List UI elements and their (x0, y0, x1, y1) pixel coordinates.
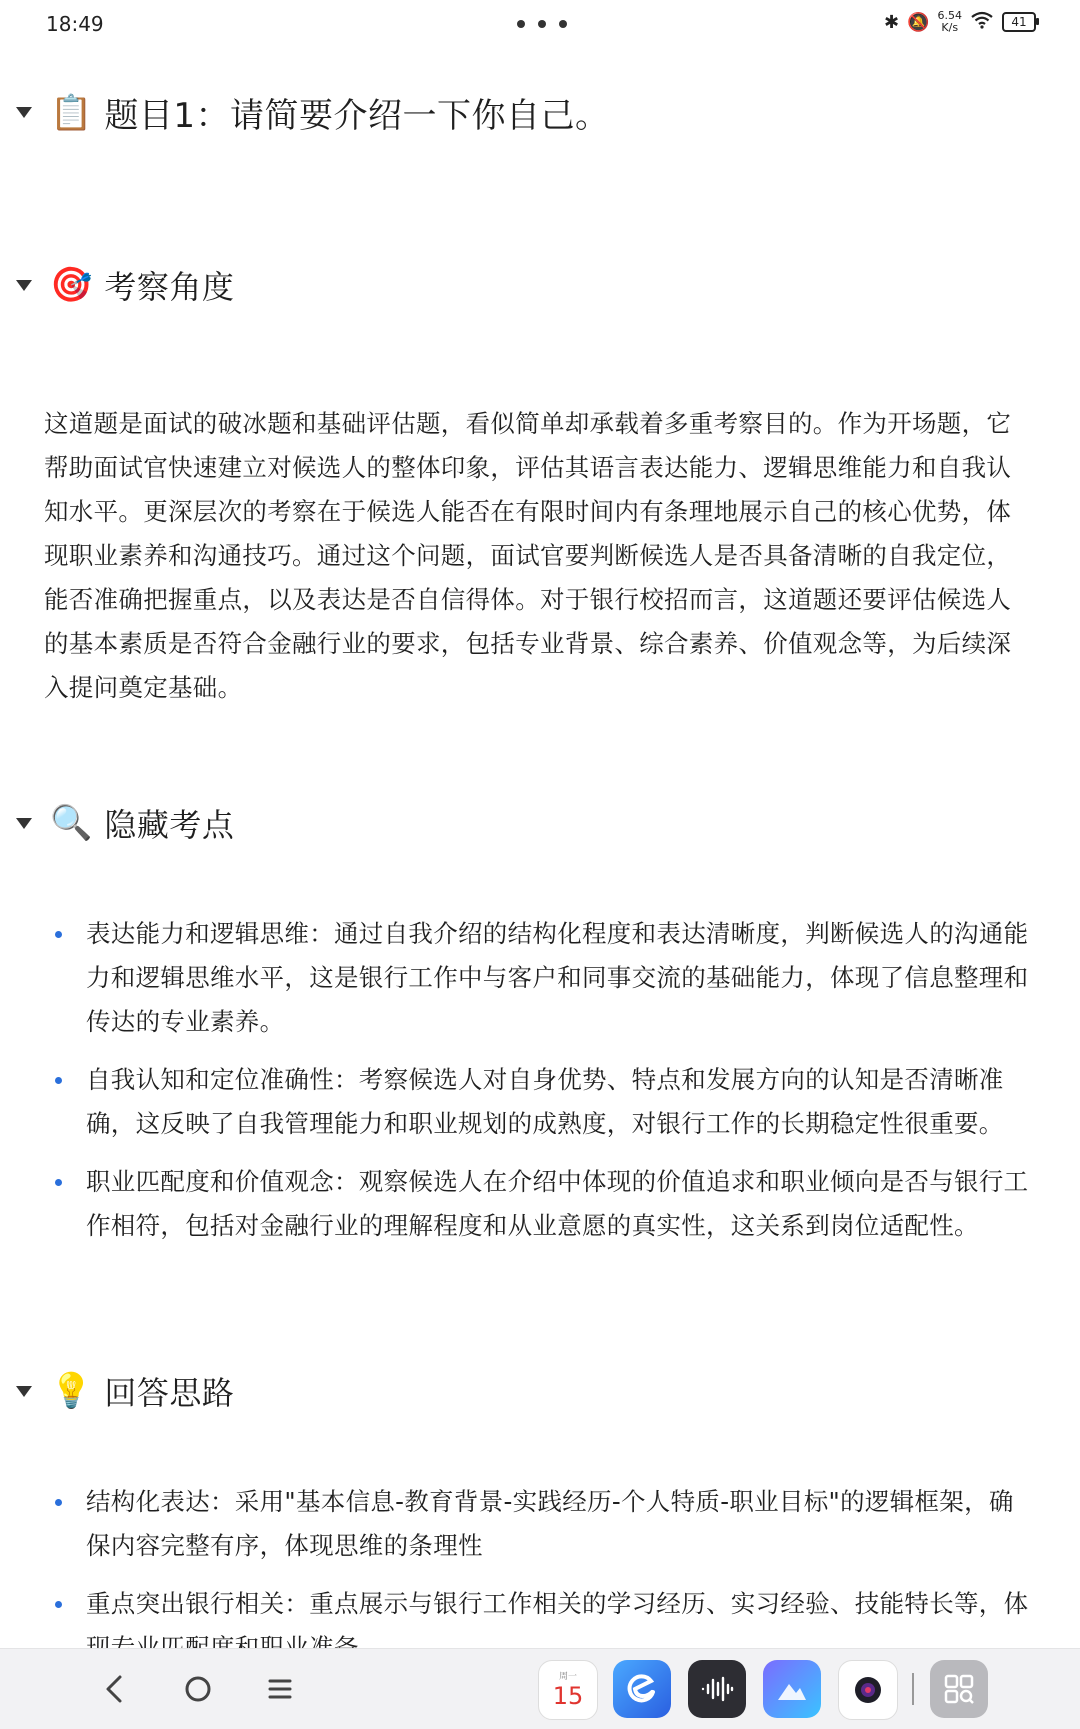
dock-divider (912, 1673, 914, 1705)
status-icons (884, 10, 1036, 34)
angle-heading[interactable] (14, 262, 234, 308)
approach-title: 回答思路 (104, 1374, 235, 1412)
clipboard-icon: 📋 (50, 92, 93, 133)
hidden-points-heading[interactable] (14, 800, 234, 846)
battery-icon: 41 (1002, 12, 1036, 32)
lightbulb-icon: 💡 (50, 1371, 93, 1411)
bluetooth-icon: ✱ (883, 11, 900, 33)
wifi-icon (970, 11, 994, 34)
camera-app-icon[interactable] (838, 1660, 898, 1720)
list-item: 职业匹配度和价值观念：观察候选人在介绍中体现的价值追求和职业倾向是否与银行工作相符，包括对金融行业的理解程度和从业意愿的真实性，这关系到岗位适配性。 (44, 1160, 1034, 1248)
mute-icon: 🔕 (907, 11, 930, 33)
more-dots-icon[interactable] (517, 20, 567, 28)
hidden-points-title: 隐藏考点 (104, 806, 235, 844)
collapse-toggle-icon[interactable] (16, 107, 32, 118)
app-drawer-icon[interactable] (930, 1660, 988, 1718)
collapse-toggle-icon[interactable] (16, 280, 32, 291)
status-bar (0, 0, 1080, 50)
home-icon[interactable] (176, 1667, 220, 1711)
collapse-toggle-icon[interactable] (16, 1386, 32, 1397)
status-time: 18:49 (46, 12, 104, 36)
back-icon[interactable] (92, 1667, 136, 1711)
question-heading[interactable] (14, 88, 609, 137)
list-item: 结构化表达：采用"基本信息-教育背景-实践经历-个人特质-职业目标"的逻辑框架，确保内容完整有序，体现思维的条理性 (44, 1480, 1034, 1568)
question-title: 题目1：请简要介绍一下你自己。 (104, 96, 610, 136)
target-icon: 🎯 (50, 265, 93, 305)
calendar-app-icon[interactable]: 周一 15 (538, 1660, 598, 1720)
magnifier-icon: 🔍 (50, 803, 93, 843)
network-speed: 6.54 K/s (937, 9, 962, 34)
browser-app-icon[interactable] (613, 1660, 671, 1718)
approach-heading[interactable] (14, 1368, 234, 1414)
collapse-toggle-icon[interactable] (16, 818, 32, 829)
list-item: 重点突出银行相关：重点展示与银行工作相关的学习经历、实习经验、技能特长等，体 (44, 1582, 1034, 1670)
menu-icon[interactable] (258, 1667, 302, 1711)
bottom-dock (0, 1648, 1080, 1729)
list-item: 自我认知和定位准确性：考察候选人对自身优势、特点和发展方向的认知是否清晰准确，这反映了自我管理能力和职业规划的成熟度，对银行工作的长期稳定性很重要。 (44, 1058, 1034, 1146)
angle-title: 考察角度 (104, 268, 235, 306)
list-item: 表达能力和逻辑思维：通过自我介绍的结构化程度和表达清晰度，判断候选人的沟通能力和逻辑思维水平，这是银行工作中与客户和同事交流的基础能力，体现了信息整理和传达的专业素养。 (44, 912, 1034, 1044)
hidden-points-list (44, 912, 1034, 1262)
voice-recorder-app-icon[interactable] (688, 1660, 746, 1718)
gallery-app-icon[interactable] (763, 1660, 821, 1718)
angle-paragraph: 这道题是面试的破冰题和基础评估题，看似简单却承载着多重考察目的。作为开场题，它帮助面试官快速建立对候选人的整体印象，评估其语言表达能力、逻辑思维能力和自我认知水平。更深层次的考察在于候选人能否在有限时间内有条理地展示自己的核心优势，体现职业素养和沟通技巧。通过这个问题，面试官要判断候选人是否具备清晰的自我定位，能否准确把握重点，以及表达是否自信得体。对于银行校招而言，这道题还要评估候选人的基本素质是否符合金融行业的要求，包括专业背景、综合素养、价值观念等，为后续深入提问奠定基础。 (44, 409, 1012, 702)
